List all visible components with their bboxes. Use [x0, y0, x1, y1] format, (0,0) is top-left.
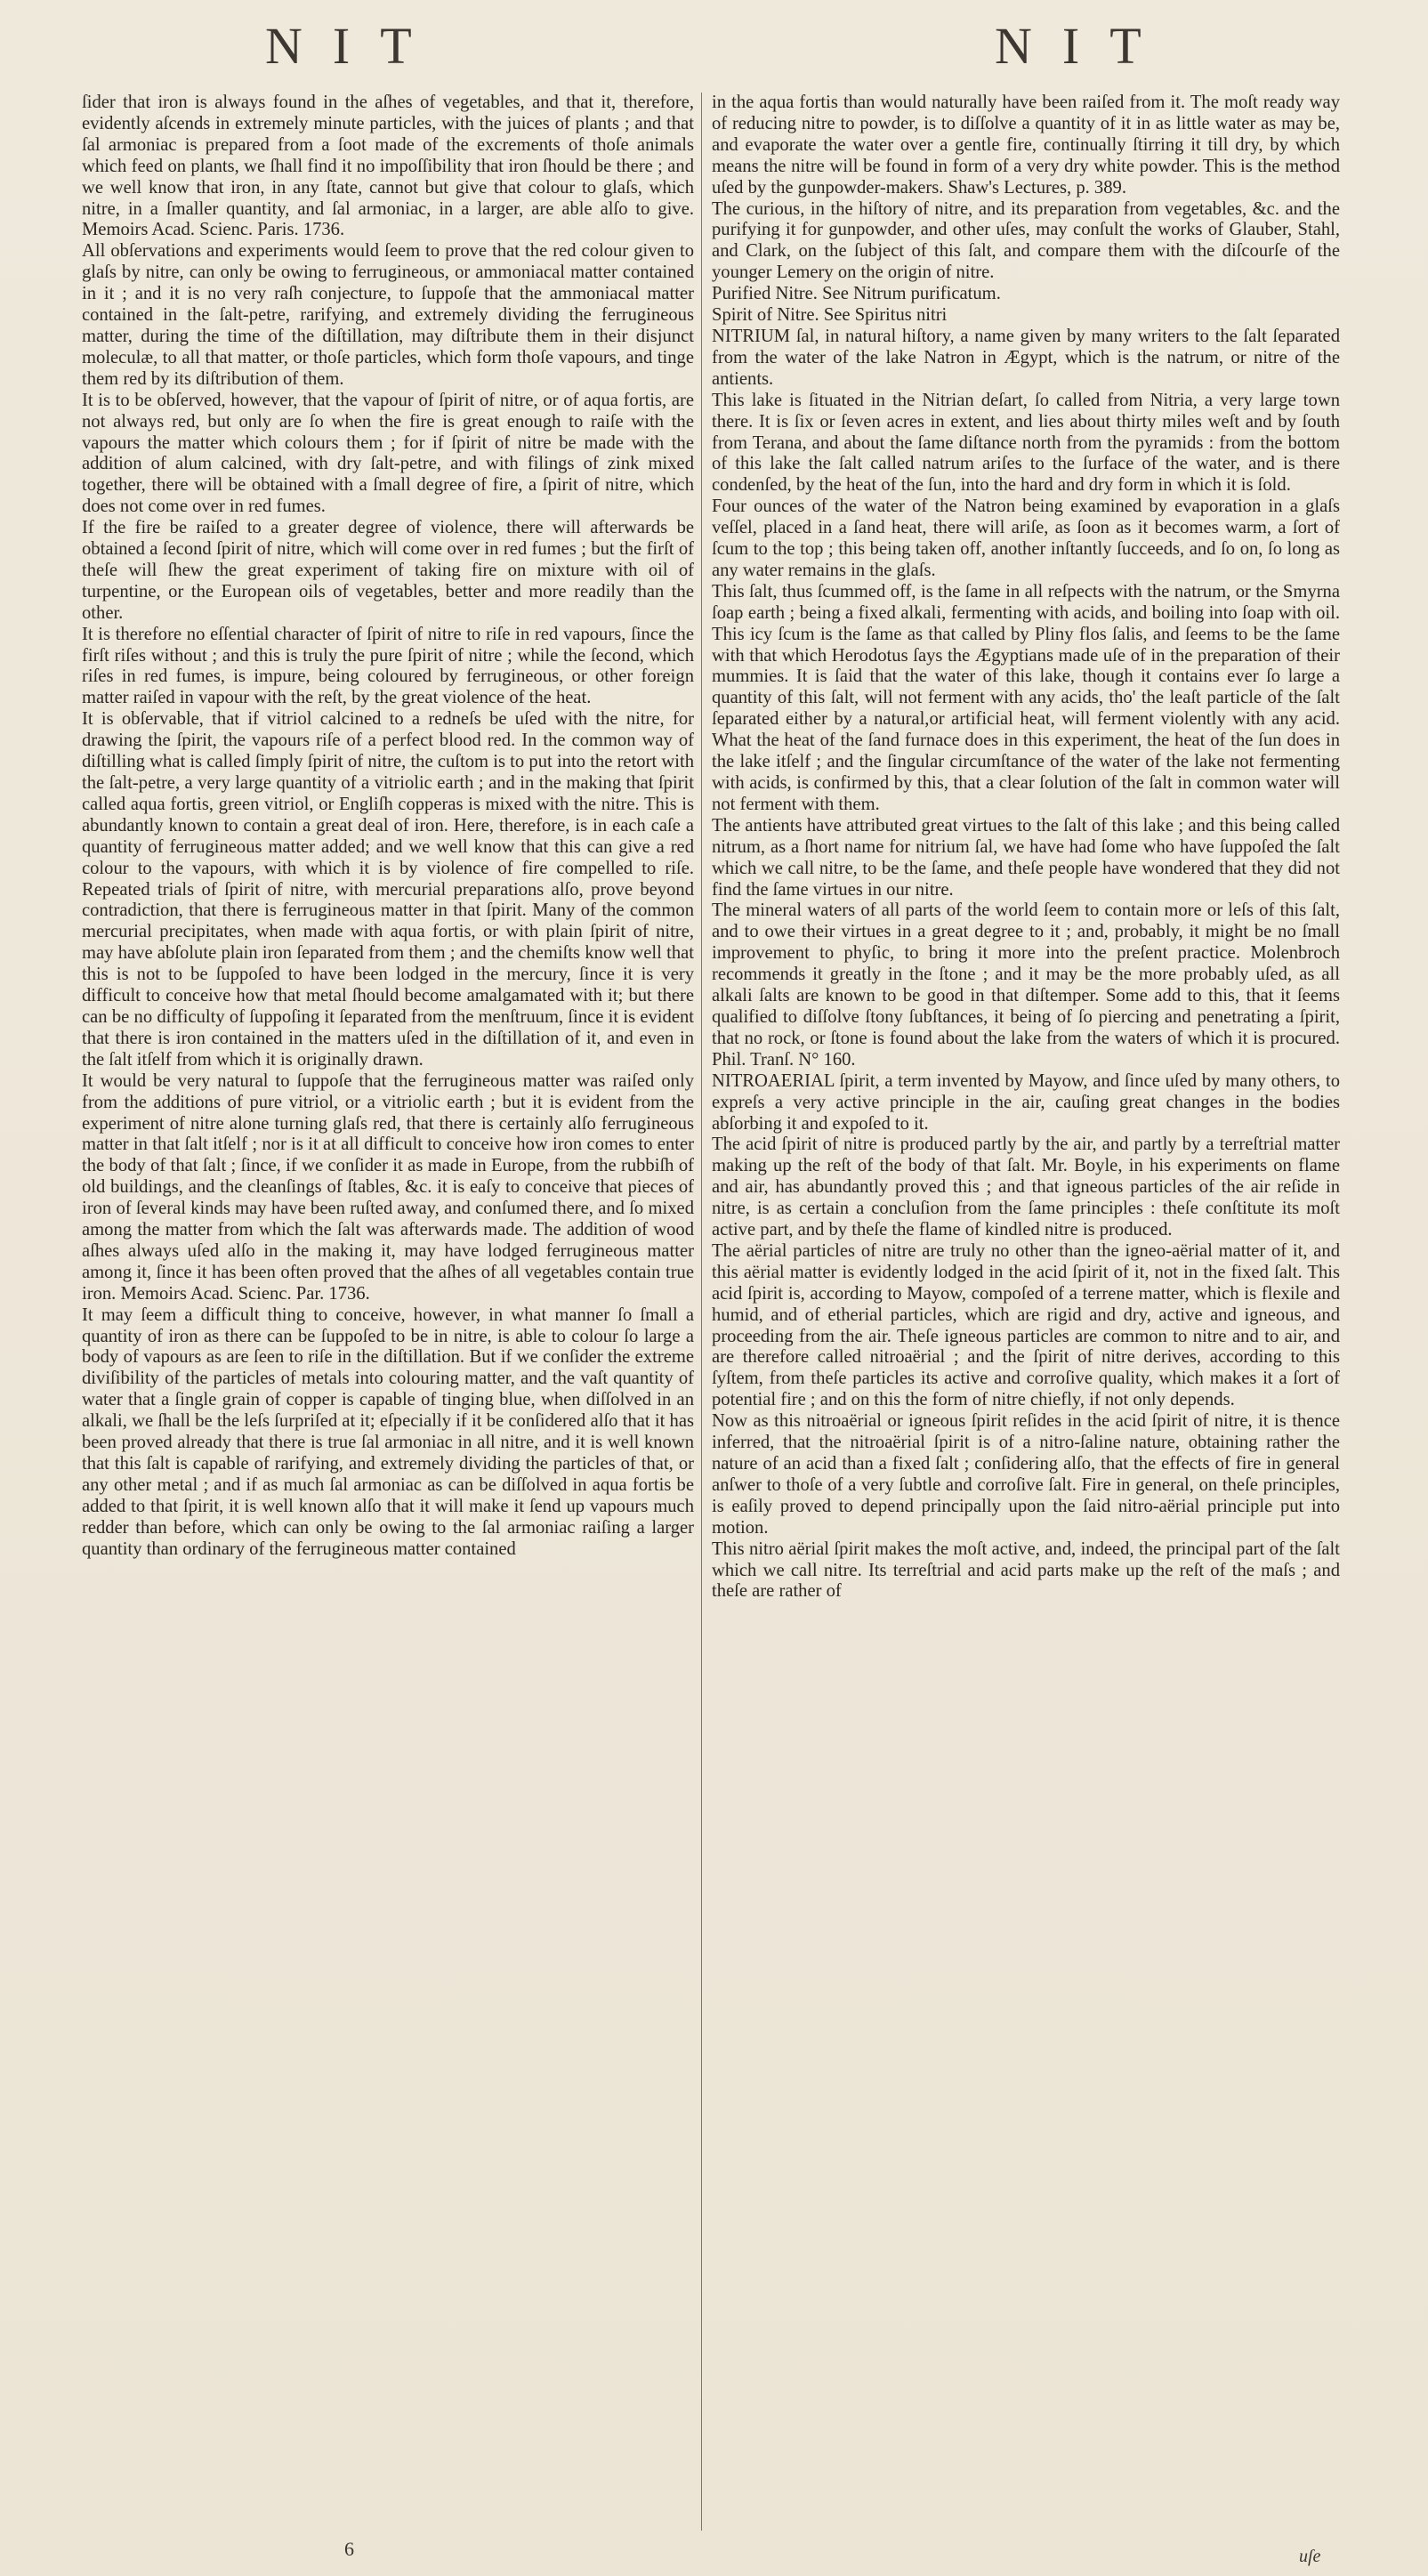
paragraph: The mineral waters of all parts of the world ſeem to contain more or leſs of this ſalt, and to owe their virtues in a great degree to it ; and, probably, it might be no ſmall improvement to phyſic, to bring it more into the preſent practice. Molenbroch recommends it greatly in the ſtone ; and it may be the more probably uſed, as all alkali ſalts are known to be good in that diſtemper. Some add to this, that it ſeems qualified to diſſolve ſtony ſubſtances, it being of ſo piercing and penetrating a ſpirit, that no rock, or ſtone is found about the lake from the waters of which it is procured. Phil. Tranſ. N° 160. — [712, 900, 1340, 1070]
cross-reference: Purified Nitre. See Nitrum purificatum. — [712, 284, 1001, 304]
paragraph: It is therefore no eſſential character of ſpirit of nitre to riſe in red vapours, ſince the firſt riſes without ; and this is truly the pure ſpirit of nitre ; while the ſecond, which riſes in red fumes, is impure, being coloured by ferrugineous, or other foreign matter raiſed in vapour with the reſt, by the great violence of the heat. — [82, 624, 694, 708]
paragraph: This lake is ſituated in the Nitrian deſart, ſo called from Nitria, a very large town there. It is ſix or ſeven acres in extent, and lies about thirty miles weſt and by ſouth from Terana, and about the ſame diſtance north from the pyramids : from the bottom of this lake the ſalt called natrum ariſes to the ſurface of the water, and is there condenſed, by the heat of the ſun, into the hard and dry form in which it is ſold. — [712, 390, 1340, 496]
paragraph: It is to be obſerved, however, that the vapour of ſpirit of nitre, or of aqua fortis, are not always red, but only are ſo when the fire is great enough to raiſe with the vapours the matter which colours them ; for if ſpirit of nitre be made with the addition of alum calcined, with dry ſalt-petre, and with filings of zink mixed together, there will be obtained with a ſmall degree of fire, a ſpirit of nitre, which does not come over in red fumes. — [82, 390, 694, 517]
paragraph: in the aqua fortis than would naturally have been raiſed from it. The moſt ready way of reducing nitre to powder, is to diſſolve a quantity of it in as little water as may be, and evaporate the water over a gentle fire, continually ſtirring it till dry, by which means the nitre will be found in form of a very dry white powder. This is the method uſed by the gunpowder-makers. Shaw's Lectures, p. 389. — [712, 93, 1340, 198]
paragraph: It is obſervable, that if vitriol calcined to a redneſs be uſed with the nitre, for drawing the ſpirit, the vapours riſe of a perfect blood red. In the common way of diſtilling what is called ſimply ſpirit of nitre, the cuſtom is to put into the retort with the ſalt-petre, a very large quantity of a vitriolic earth ; and in the making that ſpirit called aqua fortis, green vitriol, or Engliſh copperas is mixed with the nitre. This is abundantly known to contain a great deal of iron. Here, therefore, is in each caſe a quantity of ferrugineous matter added; and we well know that this can give a red colour to the vapours, with which it is by violence of fire compelled to riſe. Repeated trials of ſpirit of nitre, with mercurial preparations alſo, prove beyond contradiction, that there is ferrugineous matter in that ſpirit. Many of the common mercurial precipitates, when made with aqua fortis, or with plain ſpirit of nitre, may have abſolute plain iron ſeparated from them ; and the chemiſts know well that this is not to be ſuppoſed to have been lodged in the mercury, ſince it is very difficult to conceive how that metal ſhould become amalgamated with it; but there can be no difficulty of ſuppoſing it ſeparated from the menſtruum, ſince it is evident that there is iron contained in the matters uſed in the diſtillation of it, and even in the ſalt itſelf from which it is originally drawn. — [82, 709, 694, 1070]
running-head-right: NIT — [995, 17, 1172, 75]
paragraph: This nitro aërial ſpirit makes the moſt active, and, indeed, the principal part of the ſalt which we call nitre. Its terreſtrial and acid parts make up the reſt of the maſs ; and theſe are rather of — [712, 1538, 1340, 1602]
paragraph: The curious, in the hiſtory of nitre, and its preparation from vegetables, &c. and the purifying it for gunpowder, and other uſes, may conſult the works of Glauber, Stahl, and Clark, on the ſubject of this ſalt, and compare them with the diſcourſe of the younger Lemery on the origin of nitre. — [712, 198, 1340, 283]
left-column — [82, 93, 694, 1561]
column-divider — [701, 93, 702, 2531]
entry-nitrium-sal: NITRIUM ſal, in natural hiſtory, a name given by many writers to the ſalt ſeparated from the water of the lake Natron in Ægypt, which is the natrum, or nitre of the antients. — [712, 326, 1340, 389]
paragraph: The aërial particles of nitre are truly no other than the igneo-aërial matter of it, and this aërial matter is evidently lodged in the acid ſpirit of it, not in the fixed ſalt. This acid ſpirit is, according to Mayow, compoſed of a terrene matter, which is flexile and humid, and of etherial particles, which are rigid and dry, active and igneous, and proceeding from the air. Theſe igneous particles are common to nitre and to air, and are therefore called nitroaërial ; and the ſpirit of nitre derives, according to this ſyſtem, from theſe particles its active and corroſive quality, which makes it a ſort of potential fire ; and on this the form of nitre chiefly, if not only depends. — [712, 1240, 1340, 1410]
paragraph: All obſervations and experiments would ſeem to prove that the red colour given to glaſs by nitre, can only be owing to ferrugineous, or ammoniacal matter contained in it ; and it is no very raſh conjecture, to ſuppoſe that the ammoniacal matter contained in the ſalt-petre, rarifying, and extremely dividing the ferrugineous matter, during the time of the diſtillation, may diſtribute them in their disjunct moleculæ, to all that matter, or thoſe particles, which form thoſe vapours, and tinge them red by its diſtribution of them. — [82, 241, 694, 389]
paragraph: It may ſeem a difficult thing to conceive, however, in what manner ſo ſmall a quantity of iron as there can be ſuppoſed to be in nitre, is able to colour ſo large a body of vapours as are ſeen to riſe in the diſtillation. But if we conſider the extreme diviſibility of the particles of metals into colouring matter, and the vaſt quantity of water that a ſingle grain of copper is capable of tinging blue, when diſſolved in an alkali, we ſhall be the leſs ſurpriſed at it; eſpecially if it be conſidered alſo that it has been proved already that there is true ſal armoniac in all nitre, and it is well known that this ſalt is capable of rarifying, and extremely dividing the particles of that, or any other metal ; and if as much ſal armoniac as can be diſſolved in aqua fortis be added to that ſpirit, it is well known alſo that it will make it ſend up vapours much redder than before, which can only be owing to the ſal armoniac raiſing a larger quantity than ordinary of the ferrugineous matter contained — [82, 1304, 694, 1559]
paragraph: Now as this nitroaërial or igneous ſpirit reſides in the acid ſpirit of nitre, it is thence inferred, that the nitroaërial ſpirit is of a nitro-ſaline nature, obtaining rather the nature of an acid than a fixed ſalt ; conſidering alſo, that the effects of fire in general anſwer to thoſe of a very ſubtle and corroſive ſalt. Fire in general, on theſe principles, is eaſily proved to depend principally upon the ſaid nitro-aërial principle put into motion. — [712, 1411, 1340, 1538]
paragraph: The acid ſpirit of nitre is produced partly by the air, and partly by a terreſtrial matter making up the reſt of the body of that ſalt. Mr. Boyle, in his experiments on flame and air, has abundantly proved this ; and that igneous particles of the air reſide in nitre, is as certain a concluſion from the ſame principles : theſe conſtitute its moſt active part, and by theſe the flame of kindled nitre is produced. — [712, 1135, 1340, 1240]
paragraph: ſider that iron is always found in the aſhes of vegetables, and that it, therefore, evidently aſcends in extremely minute particles, with the juices of plants ; and that ſal armoniac is prepared from a ſoot made of the excrements of thoſe animals which feed on plants, we ſhall find it no impoſſibility that iron ſhould be there ; and we well know that iron, in any ſtate, cannot but give that colour to glaſs, which nitre, in a ſmaller quantity, and ſal armoniac, in a larger, are able alſo to give. Memoirs Acad. Scienc. Paris. 1736. — [82, 93, 694, 240]
page-number: 6 — [344, 2538, 354, 2560]
paragraph: Four ounces of the water of the Natron being examined by evaporation in a glaſs veſſel, placed in a ſand heat, there will ariſe, as ſoon as it becomes warm, a ſort of ſcum to the top ; this being taken off, another inſtantly ſucceeds, and ſo on, ſo long as any water remains in the glaſs. — [712, 497, 1340, 580]
paragraph: It would be very natural to ſuppoſe that the ferrugineous matter was raiſed only from the additions of pure vitriol, or a vitriolic earth ; but it is evident from the experiment of nitre alone turning glaſs red, that there is certainly alſo ferrugineous matter in that ſalt itſelf ; nor is it at all difficult to conceive how iron comes to enter the body of that ſalt ; ſince, if we conſider it as made in Europe, from the rubbiſh of old buildings, and the cleanſings of ſtables, &c. it is eaſy to conceive that pieces of iron of ſeveral kinds may have been ruſted away, and conſumed there, and ſo mixed among the matter from which the ſalt was afterwards made. The addition of wood aſhes always uſed alſo in the making it, may have lodged ferrugineous matter among it, ſince it has been often proved that the aſhes of all vegetables contain true iron. Memoirs Acad. Scienc. Par. 1736. — [82, 1070, 694, 1304]
catchword: uſe — [1299, 2547, 1321, 2566]
cross-reference: Spirit of Nitre. See Spiritus nitri — [712, 305, 948, 326]
right-column — [712, 93, 1340, 1603]
entry-nitroaerial-spirit: NITROAERIAL ſpirit, a term invented by Mayow, and ſince uſed by many others, to expreſs a very active principle in the air, cauſing great changes in the bodies abſorbing it and expoſed to it. — [712, 1070, 1340, 1134]
running-head-left: NIT — [265, 17, 442, 75]
paragraph: If the fire be raiſed to a greater degree of violence, there will afterwards be obtained a ſecond ſpirit of nitre, which will come over in red fumes ; but the firſt of theſe will ſhew the great experiment of taking fire on mixture with oil of turpentine, or the European oils of vegetables, better and more readily than the other. — [82, 518, 694, 623]
paragraph: This ſalt, thus ſcummed off, is the ſame in all reſpects with the natrum, or the Smyrna ſoap earth ; being a fixed alkali, fermenting with acids, and boiling into ſoap with oil. This icy ſcum is the ſame as that called by Pliny flos ſalis, and ſeems to be the ſame with that which Herodotus ſays the Ægyptians made uſe of in the preparation of their mummies. It is ſaid that the water of this lake, though it contains ever ſo large a quantity of this ſalt, will not ferment with any acids, tho' the leaſt particle of the ſalt ſeparated either by a natural,or artificial heat, will ferment violently with any acid. What the heat of the ſand furnace does in this experiment, the heat of the ſun does in the lake itſelf ; and the ſingular circumſtance of the water of the lake not fermenting with acids, is confirmed by this, that a clear ſolution of the ſalt in common water will not ferment with them. — [712, 581, 1340, 814]
paragraph: The antients have attributed great virtues to the ſalt of this lake ; and this being called nitrum, as a ſhort name for nitrium ſal, we have had ſome who have ſuppoſed the ſalt which we call nitre, to be the ſame, and theſe people have wondered that they did not find the ſame virtues in our nitre. — [712, 815, 1340, 900]
